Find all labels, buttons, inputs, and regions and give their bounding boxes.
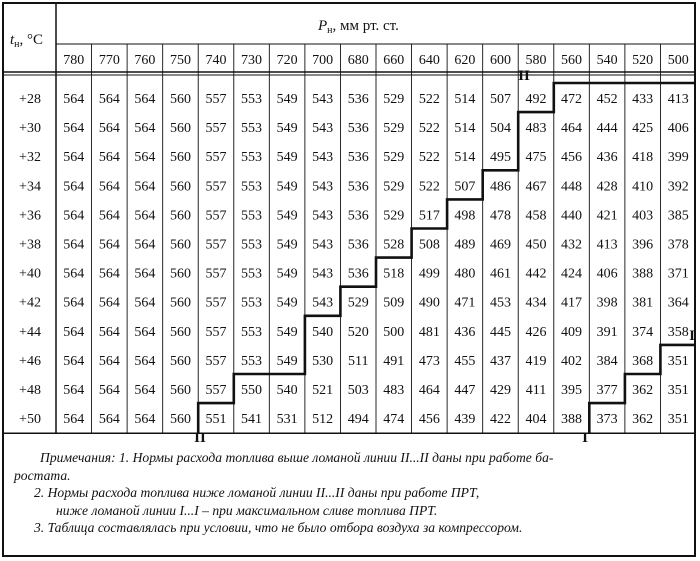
table-cell: 543 — [312, 237, 334, 253]
table-cell: 381 — [632, 295, 654, 311]
table-cell: 436 — [454, 324, 476, 340]
table-cell: 564 — [63, 412, 85, 428]
table-cell: 522 — [418, 179, 440, 195]
table-cell: 540 — [312, 324, 334, 340]
column-header: 560 — [561, 53, 583, 68]
column-header: 770 — [98, 53, 120, 68]
table-cell: 522 — [418, 92, 440, 107]
table-cell: 478 — [489, 208, 511, 224]
note-2-line-2: ниже ломаной линии I...I – при максимальном сливе топлива ПРТ. — [56, 502, 438, 518]
table-cell: 458 — [525, 208, 547, 224]
table-cell: 557 — [205, 208, 227, 224]
row-temperature: +48 — [19, 383, 41, 398]
notes-block — [14, 449, 686, 537]
table-cell: 557 — [205, 295, 227, 311]
table-cell: 384 — [596, 353, 618, 369]
column-header: 750 — [169, 53, 191, 68]
table-cell: 508 — [418, 237, 440, 253]
table-cell: 514 — [454, 150, 476, 166]
table-cell: 391 — [596, 324, 618, 340]
table-cell: 406 — [596, 266, 618, 282]
table-cell: 522 — [418, 150, 440, 166]
table-cell: 455 — [454, 353, 476, 369]
table-cell: 553 — [241, 150, 263, 166]
table-cell: 447 — [454, 383, 476, 398]
table-cell: 522 — [418, 121, 440, 137]
table-cell: 450 — [525, 237, 547, 253]
table-cell: 475 — [525, 150, 547, 166]
table-cell: 388 — [632, 266, 654, 282]
table-cell: 434 — [525, 295, 547, 311]
table-cell: 560 — [169, 353, 191, 369]
table-cell: 564 — [98, 324, 120, 340]
table-cell: 543 — [312, 295, 334, 311]
table-cell: 439 — [454, 412, 476, 428]
table-cell: 448 — [561, 179, 583, 195]
table-cell: 373 — [596, 412, 618, 428]
column-header: 730 — [241, 53, 263, 68]
column-header: 680 — [347, 53, 369, 68]
table-cell: 520 — [347, 324, 369, 340]
column-header: 740 — [205, 53, 227, 68]
table-cell: 550 — [241, 383, 263, 398]
table-cell: 514 — [454, 92, 476, 107]
table-cell: 553 — [241, 179, 263, 195]
table-cell: 536 — [347, 150, 369, 166]
table-cell: 461 — [489, 266, 511, 282]
table-cell: 549 — [276, 179, 298, 195]
table-cell: 472 — [561, 92, 583, 107]
table-cell: 402 — [561, 353, 583, 369]
table-cell: 564 — [134, 237, 156, 253]
table-cell: 403 — [632, 208, 654, 224]
column-header: 780 — [63, 53, 85, 68]
table-cell: 421 — [596, 208, 618, 224]
table-cell: 437 — [489, 353, 511, 369]
table-cell: 553 — [241, 266, 263, 282]
table-cell: 564 — [63, 121, 85, 137]
table-cell: 464 — [418, 383, 440, 398]
table-cell: 518 — [383, 266, 405, 282]
table-cell: 564 — [134, 179, 156, 195]
table-cell: 564 — [63, 383, 85, 398]
table-cell: 549 — [276, 324, 298, 340]
table-cell: 364 — [667, 295, 689, 311]
table-cell: 536 — [347, 237, 369, 253]
table-cell: 374 — [632, 324, 654, 340]
table-cell: 362 — [632, 412, 654, 428]
table-cell: 371 — [667, 266, 689, 282]
table-cell: 557 — [205, 353, 227, 369]
table-cell: 553 — [241, 237, 263, 253]
table-cell: 498 — [454, 208, 476, 224]
table-cell: 521 — [312, 383, 334, 398]
table-cell: 351 — [667, 383, 689, 398]
table-cell: 440 — [561, 208, 583, 224]
table-cell: 494 — [347, 412, 369, 428]
row-temperature: +34 — [19, 179, 41, 195]
table-cell: 553 — [241, 208, 263, 224]
table-cell: 549 — [276, 266, 298, 282]
table-cell: 564 — [98, 412, 120, 428]
table-cell: 564 — [134, 121, 156, 137]
table-cell: 564 — [63, 179, 85, 195]
table-cell: 417 — [561, 295, 583, 311]
table-cell: 553 — [241, 121, 263, 137]
table-body — [19, 92, 689, 427]
table-cell: 483 — [383, 383, 405, 398]
table-cell: 424 — [561, 266, 583, 282]
table-cell: 557 — [205, 121, 227, 137]
table-cell: 564 — [98, 92, 120, 107]
table-cell: 351 — [667, 412, 689, 428]
table-cell: 531 — [276, 412, 298, 428]
table-cell: 564 — [98, 179, 120, 195]
table-cell: 368 — [632, 353, 654, 369]
table-cell: 456 — [418, 412, 440, 428]
table-cell: 467 — [525, 179, 547, 195]
table-cell: 378 — [667, 237, 689, 253]
table-cell: 469 — [489, 237, 511, 253]
marker-II-top: II — [518, 68, 530, 84]
column-header: 700 — [312, 53, 334, 68]
row-temperature: +38 — [19, 237, 41, 253]
table-cell: 564 — [98, 383, 120, 398]
table-cell: 543 — [312, 121, 334, 137]
table-cell: 536 — [347, 208, 369, 224]
note-2-line-1: 2. Нормы расхода топлива ниже ломаной линии II...II даны при работе ПРТ, — [34, 485, 480, 500]
table-cell: 425 — [632, 121, 654, 137]
table-cell: 560 — [169, 150, 191, 166]
row-temperature: +50 — [19, 412, 41, 428]
table-cell: 413 — [667, 92, 689, 107]
row-temperature: +42 — [19, 295, 41, 311]
row-temperature: +32 — [19, 150, 41, 166]
row-temperature: +28 — [19, 92, 41, 107]
table-cell: 564 — [98, 208, 120, 224]
table-cell: 392 — [667, 179, 689, 195]
table-cell: 385 — [667, 208, 689, 224]
table-cell: 560 — [169, 237, 191, 253]
table-cell: 536 — [347, 179, 369, 195]
table-cell: 543 — [312, 266, 334, 282]
table-cell: 362 — [632, 383, 654, 398]
table-cell: 564 — [63, 324, 85, 340]
table-cell: 351 — [667, 353, 689, 369]
note-1-line-2: ростата. — [14, 467, 71, 483]
table-cell: 474 — [383, 412, 405, 428]
table-cell: 536 — [347, 266, 369, 282]
table-cell: 553 — [241, 92, 263, 107]
table-cell: 564 — [134, 150, 156, 166]
table-cell: 536 — [347, 92, 369, 107]
table-cell: 511 — [347, 353, 369, 369]
table-cell: 557 — [205, 179, 227, 195]
table-cell: 442 — [525, 266, 547, 282]
table-cell: 411 — [525, 383, 547, 398]
table-cell: 529 — [383, 92, 405, 107]
table-cell: 564 — [134, 208, 156, 224]
table-cell: 549 — [276, 237, 298, 253]
table-cell: 560 — [169, 92, 191, 107]
pressure-axis-label: $P_н$, мм рт. ст. — [318, 18, 399, 36]
table-cell: 530 — [312, 353, 334, 369]
table-cell: 560 — [169, 208, 191, 224]
note-1-line-1: Примечания: 1. Нормы расхода топлива выше ломаной линии II...II даны при работе ба- — [40, 450, 554, 465]
column-header: 660 — [383, 53, 405, 68]
table-cell: 495 — [489, 150, 511, 166]
table-cell: 560 — [169, 295, 191, 311]
table-cell: 480 — [454, 266, 476, 282]
table-cell: 471 — [454, 295, 476, 311]
table-cell: 512 — [312, 412, 334, 428]
table-cell: 395 — [561, 383, 583, 398]
table-cell: 499 — [418, 266, 440, 282]
table-cell: 398 — [596, 295, 618, 311]
table-cell: 540 — [276, 383, 298, 398]
column-header: 520 — [632, 53, 654, 68]
table-cell: 543 — [312, 150, 334, 166]
column-header: 640 — [418, 53, 440, 68]
table-cell: 560 — [169, 383, 191, 398]
table-cell: 560 — [169, 266, 191, 282]
table-cell: 557 — [205, 237, 227, 253]
table-cell: 473 — [418, 353, 440, 369]
table-cell: 564 — [98, 121, 120, 137]
table-cell: 489 — [454, 237, 476, 253]
table-cell: 549 — [276, 92, 298, 107]
table-cell: 500 — [383, 324, 405, 340]
table-cell: 564 — [63, 266, 85, 282]
table-cell: 422 — [489, 412, 511, 428]
table-cell: 549 — [276, 121, 298, 137]
table-cell: 564 — [134, 324, 156, 340]
table-cell: 557 — [205, 324, 227, 340]
column-header: 760 — [134, 53, 156, 68]
table-cell: 557 — [205, 383, 227, 398]
table-cell: 406 — [667, 121, 689, 137]
table-cell: 410 — [632, 179, 654, 195]
table-cell: 557 — [205, 150, 227, 166]
table-cell: 564 — [98, 237, 120, 253]
table-cell: 564 — [63, 208, 85, 224]
table-cell: 564 — [98, 266, 120, 282]
table-cell: 464 — [561, 121, 583, 137]
table-cell: 529 — [383, 121, 405, 137]
table-cell: 492 — [525, 92, 547, 107]
table-cell: 445 — [489, 324, 511, 340]
column-header: 720 — [276, 53, 298, 68]
table-cell: 564 — [63, 237, 85, 253]
table-cell: 564 — [98, 295, 120, 311]
table-cell: 529 — [383, 208, 405, 224]
row-temperature: +46 — [19, 353, 41, 369]
table-cell: 553 — [241, 324, 263, 340]
table-cell: 358 — [667, 324, 689, 340]
table-cell: 444 — [596, 121, 618, 137]
table-cell: 564 — [134, 353, 156, 369]
table-cell: 541 — [241, 412, 263, 428]
table-cell: 404 — [525, 412, 547, 428]
column-header: 580 — [525, 53, 547, 68]
row-temperature: +36 — [19, 208, 41, 224]
table-cell: 436 — [596, 150, 618, 166]
table-cell: 432 — [561, 237, 583, 253]
table-cell: 529 — [383, 150, 405, 166]
table-cell: 514 — [454, 121, 476, 137]
marker-I-right: I — [689, 328, 695, 344]
table-cell: 483 — [525, 121, 547, 137]
table-cell: 564 — [63, 353, 85, 369]
table-cell: 429 — [489, 383, 511, 398]
column-header: 500 — [667, 53, 689, 68]
table-cell: 507 — [489, 92, 511, 107]
table-cell: 490 — [418, 295, 440, 311]
table-cell: 564 — [63, 150, 85, 166]
column-header: 600 — [489, 53, 511, 68]
table-cell: 549 — [276, 295, 298, 311]
row-axis-label: $t_н$, °C — [10, 32, 44, 50]
column-header: 540 — [596, 53, 618, 68]
table-cell: 564 — [63, 92, 85, 107]
table-cell: 418 — [632, 150, 654, 166]
table-cell: 456 — [561, 150, 583, 166]
table-cell: 433 — [632, 92, 654, 107]
table-cell: 504 — [489, 121, 511, 137]
table-cell: 553 — [241, 295, 263, 311]
table-cell: 528 — [383, 237, 405, 253]
table-cell: 543 — [312, 179, 334, 195]
table-cell: 560 — [169, 179, 191, 195]
table-cell: 564 — [98, 150, 120, 166]
table-cell: 419 — [525, 353, 547, 369]
table-cell: 409 — [561, 324, 583, 340]
table-cell: 557 — [205, 266, 227, 282]
column-header: 620 — [454, 53, 476, 68]
table-cell: 549 — [276, 353, 298, 369]
table-cell: 564 — [134, 412, 156, 428]
table-cell: 507 — [454, 179, 476, 195]
table-cell: 481 — [418, 324, 440, 340]
table-cell: 560 — [169, 121, 191, 137]
table-cell: 564 — [98, 353, 120, 369]
table-cell: 413 — [596, 237, 618, 253]
table-cell: 529 — [383, 179, 405, 195]
table-cell: 553 — [241, 353, 263, 369]
table-cell: 509 — [383, 295, 405, 311]
table-cell: 377 — [596, 383, 618, 398]
table-cell: 564 — [134, 383, 156, 398]
table-cell: 560 — [169, 412, 191, 428]
table-cell: 549 — [276, 150, 298, 166]
marker-I-bottom: I — [582, 430, 588, 446]
table-cell: 543 — [312, 92, 334, 107]
table-cell: 543 — [312, 208, 334, 224]
table-cell: 491 — [383, 353, 405, 369]
table-cell: 503 — [347, 383, 369, 398]
row-temperature: +40 — [19, 266, 41, 282]
table-cell: 564 — [134, 295, 156, 311]
row-temperature: +30 — [19, 121, 41, 137]
table-cell: 560 — [169, 324, 191, 340]
table-cell: 396 — [632, 237, 654, 253]
table-cell: 426 — [525, 324, 547, 340]
note-3: 3. Таблица составлялась при условии, что не было отбора воздуха за компрессором. — [34, 520, 523, 535]
marker-II-bottom: II — [194, 430, 206, 446]
table-cell: 452 — [596, 92, 618, 107]
table-cell: 551 — [205, 412, 227, 428]
table-cell: 388 — [561, 412, 583, 428]
row-temperature: +44 — [19, 324, 41, 340]
table-cell: 564 — [63, 295, 85, 311]
table-cell: 564 — [134, 92, 156, 107]
table-cell: 517 — [418, 208, 440, 224]
table-cell: 549 — [276, 208, 298, 224]
table-cell: 399 — [667, 150, 689, 166]
table-cell: 557 — [205, 92, 227, 107]
table-cell: 529 — [347, 295, 369, 311]
table-cell: 564 — [134, 266, 156, 282]
table-cell: 536 — [347, 121, 369, 137]
table-cell: 486 — [489, 179, 511, 195]
table-cell: 428 — [596, 179, 618, 195]
table-cell: 453 — [489, 295, 511, 311]
